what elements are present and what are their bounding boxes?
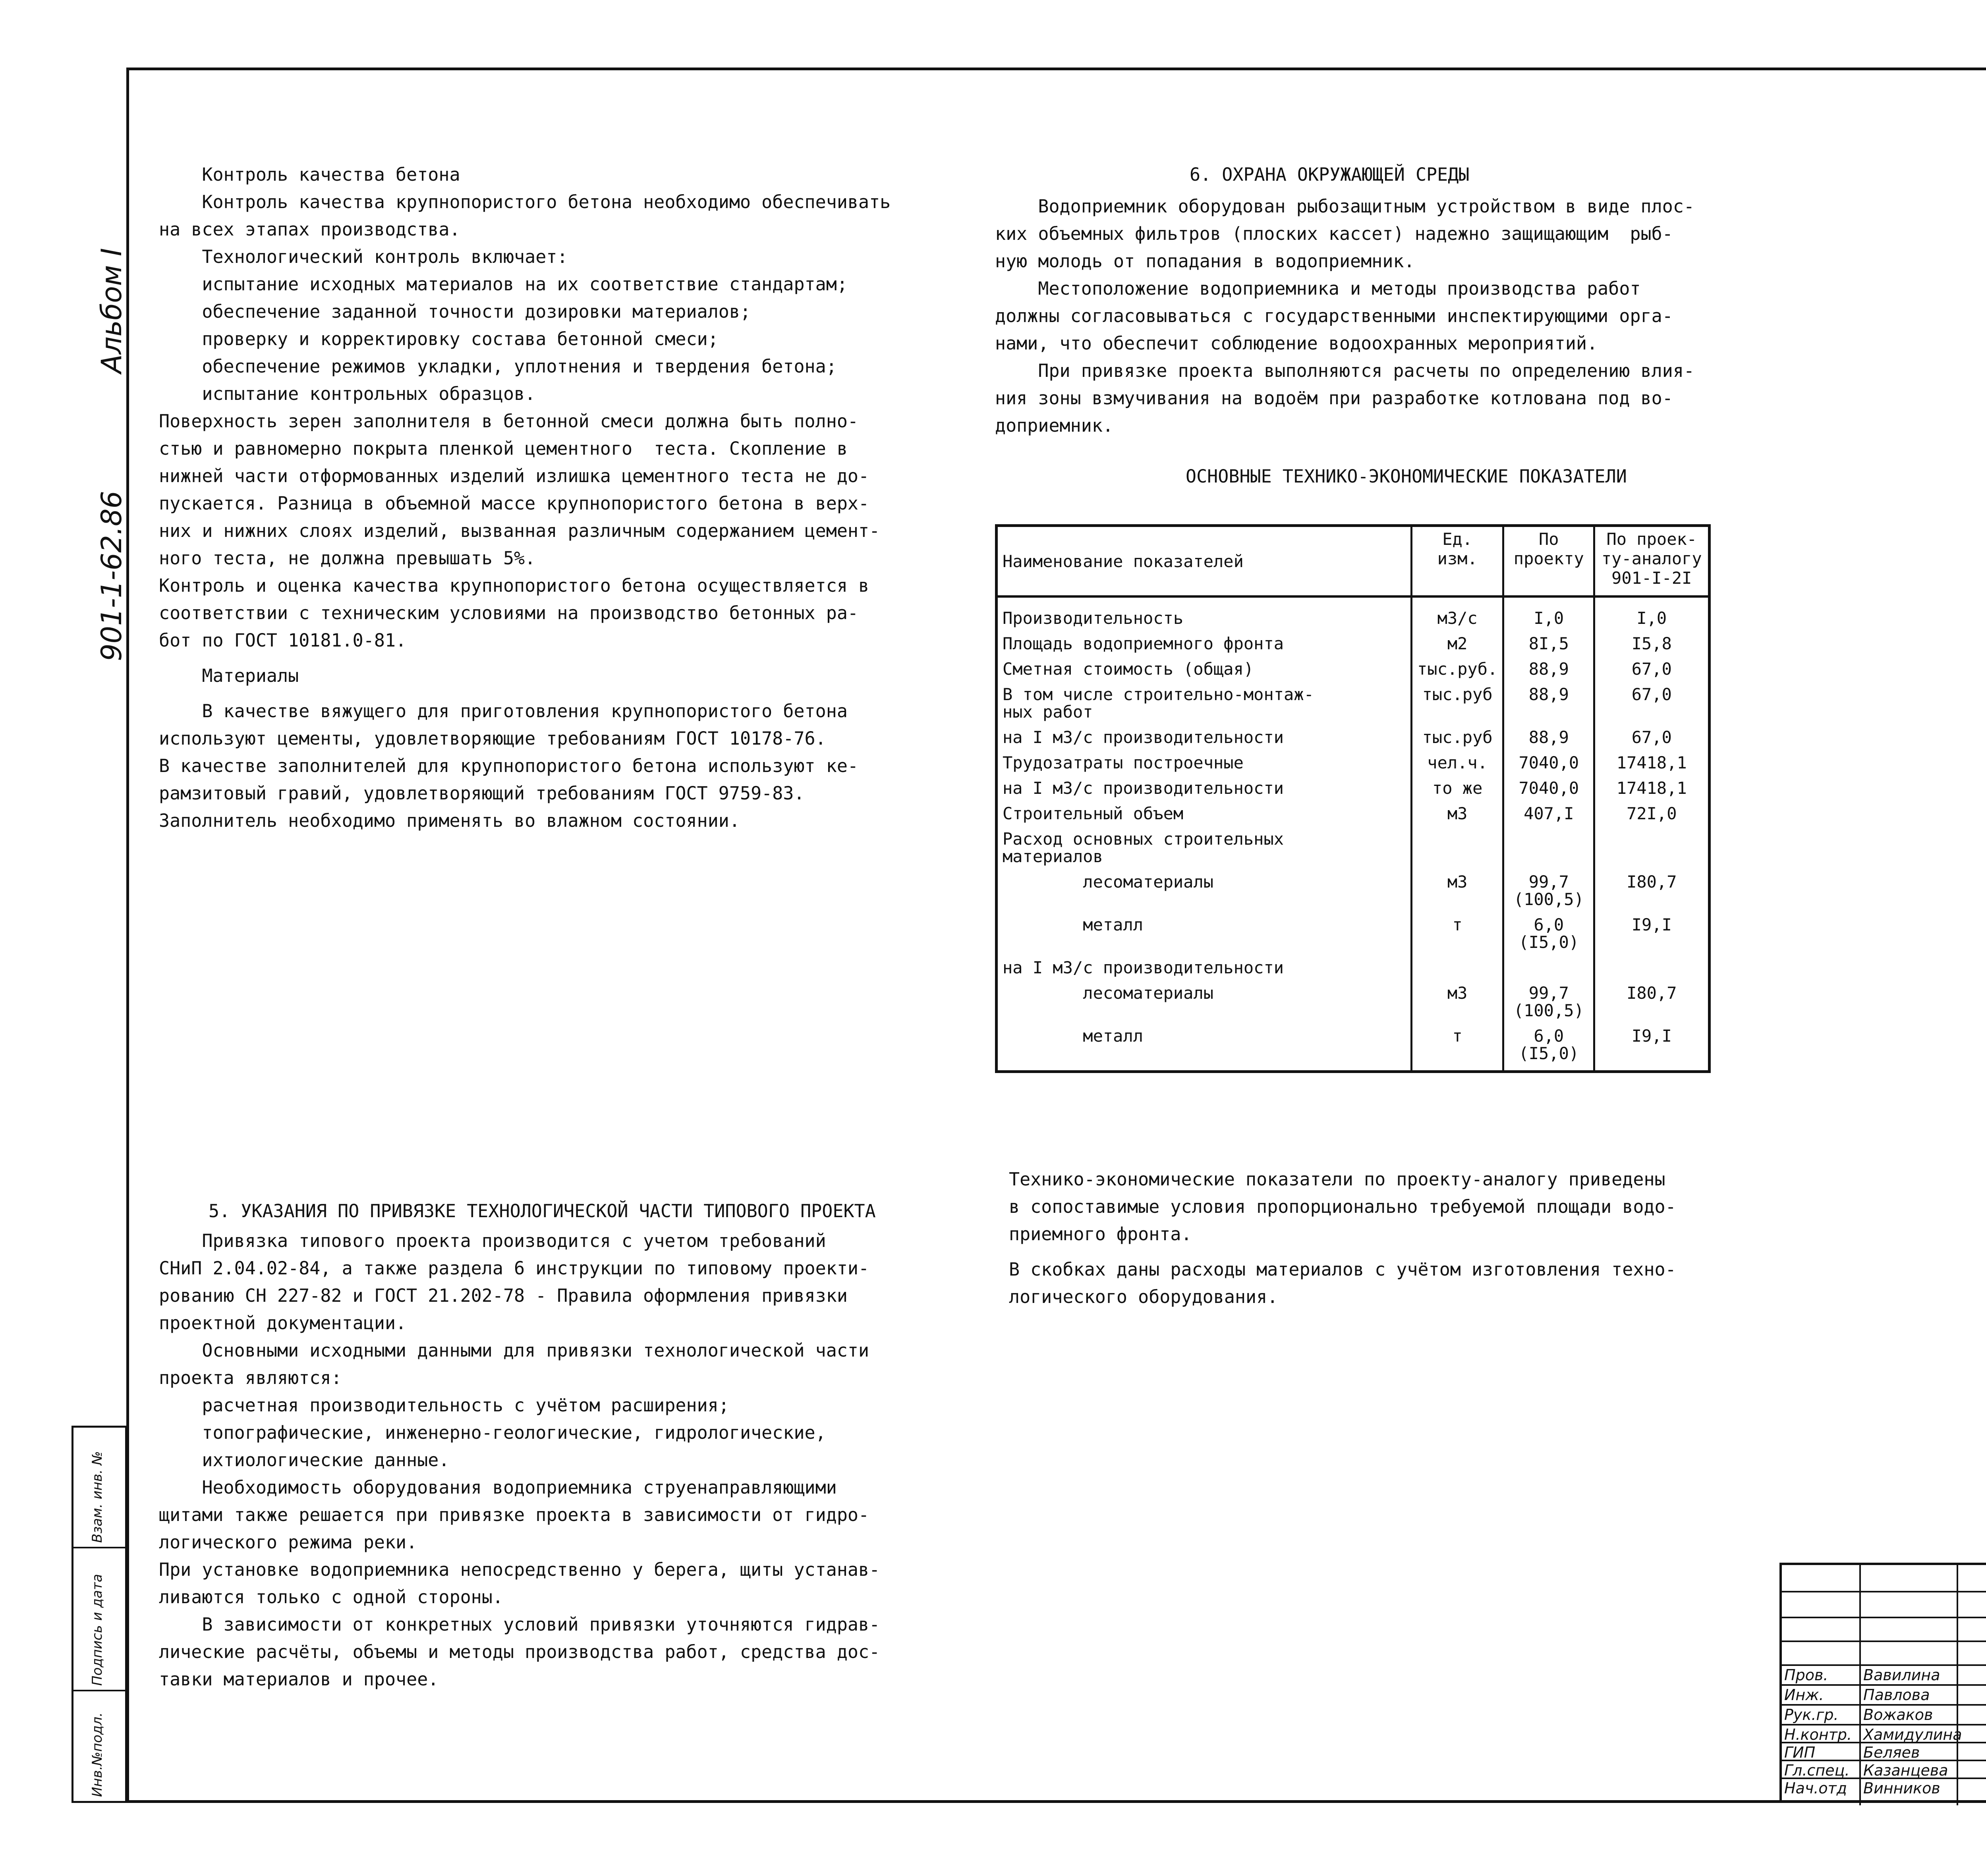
text-line: Местоположение водоприемника и методы производства работ bbox=[995, 278, 1641, 299]
title-block bbox=[1779, 1563, 1986, 1803]
table-header-row bbox=[997, 526, 1710, 597]
table-notes bbox=[1009, 1166, 1676, 1310]
text-line: бот по ГОСТ 10181.0-81. bbox=[159, 630, 407, 651]
table-cell: м3/с bbox=[1412, 596, 1503, 631]
table-cell: Трудозатраты построечные bbox=[997, 750, 1412, 776]
table-cell bbox=[1503, 955, 1594, 980]
text-line: логического режима реки. bbox=[159, 1532, 417, 1553]
table-cell: м3 bbox=[1412, 801, 1503, 826]
table-cell: 8I,5 bbox=[1503, 631, 1594, 656]
text-line: ких объемных фильтров (плоских кассет) надежно защищающим рыб- bbox=[995, 223, 1673, 244]
text-line: испытание контрольных образцов. bbox=[159, 383, 536, 404]
table-title: ОСНОВНЫЕ ТЕХНИКО-ЭКОНОМИЧЕСКИЕ ПОКАЗАТЕЛИ bbox=[1186, 466, 1627, 487]
text-line: испытание исходных материалов на их соответствие стандартам; bbox=[159, 274, 848, 295]
table-cell: т bbox=[1412, 912, 1503, 955]
table-cell: м3 bbox=[1412, 980, 1503, 1023]
table-cell: 88,9 bbox=[1503, 682, 1594, 725]
table-cell: 407,I bbox=[1503, 801, 1594, 826]
table-cell bbox=[1412, 955, 1503, 980]
text-line: Материалы bbox=[159, 665, 299, 686]
text-line: проверку и корректировку состава бетонной смеси; bbox=[159, 328, 719, 349]
table-cell: 67,0 bbox=[1594, 682, 1710, 725]
tech-economic-table bbox=[995, 524, 1711, 1073]
text-line: обеспечение режимов укладки, уплотнения и твердения бетона; bbox=[159, 356, 837, 377]
table-cell: тыс.руб bbox=[1412, 725, 1503, 750]
text-line: топографические, инженерно-геологические, гидрологические, bbox=[159, 1422, 826, 1443]
table-cell: 6,0 (I5,0) bbox=[1503, 912, 1594, 955]
text-line: должны согласовываться с государственными инспектирующими орга- bbox=[995, 305, 1673, 326]
text-line: них и нижних слоях изделий, вызванная различным содержанием цемент- bbox=[159, 520, 880, 541]
text-line: СНиП 2.04.02-84, а также раздела 6 инструкции по типовому проекти- bbox=[159, 1258, 869, 1279]
table-cell: т bbox=[1412, 1023, 1503, 1072]
table-cell: 72I,0 bbox=[1594, 801, 1710, 826]
table-row bbox=[997, 631, 1710, 656]
tb-name: Павлова bbox=[1863, 1686, 1930, 1704]
tb-role: ГИП bbox=[1784, 1744, 1816, 1761]
table-cell: 6,0 (I5,0) bbox=[1503, 1023, 1594, 1072]
table-cell: I9,I bbox=[1594, 912, 1710, 955]
table-cell: Сметная стоимость (общая) bbox=[997, 656, 1412, 682]
stamp-sign-date: Подпись и дата bbox=[89, 1574, 105, 1686]
table-cell: 17418,1 bbox=[1594, 750, 1710, 776]
inventory-stamp-column bbox=[71, 1426, 127, 1803]
table-header-cell: По проек- ту-аналогу 901-I-2I bbox=[1594, 526, 1710, 597]
table-cell: 67,0 bbox=[1594, 725, 1710, 750]
stamp-inv-no: Инв.№подл. bbox=[89, 1712, 105, 1797]
table-row bbox=[997, 826, 1710, 869]
text-line: соответствии с техническим условиями на производство бетонных ра- bbox=[159, 602, 858, 623]
text-line: Основными исходными данными для привязки технологической части bbox=[159, 1340, 869, 1361]
table-cell: металл bbox=[997, 912, 1412, 955]
right-column-section6 bbox=[995, 193, 1694, 439]
table-cell bbox=[1594, 826, 1710, 869]
text-line: Контроль качества бетона bbox=[159, 164, 460, 185]
section6-title: 6. ОХРАНА ОКРУЖАЮЩЕЙ СРЕДЫ bbox=[1190, 164, 1470, 185]
table-header-cell: По проекту bbox=[1503, 526, 1594, 597]
table-row bbox=[997, 725, 1710, 750]
text-line: щитами также решается при привязке проекта в зависимости от гидро- bbox=[159, 1504, 869, 1525]
text-line: В качестве заполнителей для крупнопористого бетона используют ке- bbox=[159, 755, 858, 776]
table-cell: 67,0 bbox=[1594, 656, 1710, 682]
table-cell: 99,7 (100,5) bbox=[1503, 980, 1594, 1023]
stamp-vzam: Взам. инв. № bbox=[89, 1451, 105, 1543]
table-cell: 17418,1 bbox=[1594, 776, 1710, 801]
table-cell: I80,7 bbox=[1594, 980, 1710, 1023]
table-cell: Строительный объем bbox=[997, 801, 1412, 826]
left-column-section5 bbox=[159, 1227, 880, 1693]
text-line: ихтиологические данные. bbox=[159, 1449, 450, 1471]
text-line: ливаются только с одной стороны. bbox=[159, 1586, 503, 1608]
text-line: нижней части отформованных изделий излишка цементного теста не до- bbox=[159, 465, 869, 486]
table-header-cell: Ед. изм. bbox=[1412, 526, 1503, 597]
text-line: В качестве вяжущего для приготовления крупнопористого бетона bbox=[159, 701, 848, 722]
table-row bbox=[997, 656, 1710, 682]
table-row bbox=[997, 912, 1710, 955]
table-row bbox=[997, 980, 1710, 1023]
text-line: проекта являются: bbox=[159, 1367, 342, 1388]
tb-role: Инж. bbox=[1784, 1686, 1824, 1704]
text-line: нами, что обеспечит соблюдение водоохранных мероприятий. bbox=[995, 333, 1598, 354]
text-line: Контроль и оценка качества крупнопористого бетона осуществляется в bbox=[159, 575, 869, 596]
table-cell: 99,7 (100,5) bbox=[1503, 869, 1594, 912]
tb-name: Хамидулина bbox=[1863, 1726, 1962, 1743]
text-line: В скобках даны расходы материалов с учётом изготовления техно- bbox=[1009, 1259, 1676, 1280]
tb-name: Вожаков bbox=[1863, 1706, 1933, 1724]
table-cell: 88,9 bbox=[1503, 725, 1594, 750]
text-line: Необходимость оборудования водоприемника струенаправляющими bbox=[159, 1477, 837, 1498]
text-line: При привязке проекта выполняются расчеты по определению влия- bbox=[995, 360, 1694, 381]
text-line: Технико-экономические показатели по проекту-аналогу приведены bbox=[1009, 1169, 1665, 1190]
text-line: расчетная производительность с учётом расширения; bbox=[159, 1395, 729, 1416]
text-line: ного теста, не должна превышать 5%. bbox=[159, 548, 536, 569]
tb-role: Рук.гр. bbox=[1784, 1706, 1839, 1724]
table-cell bbox=[1594, 955, 1710, 980]
table-cell: на I м3/с производительности bbox=[997, 725, 1412, 750]
table-cell: 7040,0 bbox=[1503, 776, 1594, 801]
text-line: используют цементы, удовлетворяющие требованиям ГОСТ 10178-76. bbox=[159, 728, 826, 749]
table-cell: тыс.руб. bbox=[1412, 656, 1503, 682]
side-album: Альбом I bbox=[95, 248, 128, 373]
tb-name: Винников bbox=[1863, 1779, 1940, 1797]
side-code: 901-1-62.86 bbox=[95, 490, 128, 661]
table-cell: В том числе строительно-монтаж- ных работ bbox=[997, 682, 1412, 725]
text-line: на всех этапах производства. bbox=[159, 219, 460, 240]
table-row bbox=[997, 750, 1710, 776]
text-line: Заполнитель необходимо применять во влажном состоянии. bbox=[159, 810, 740, 831]
table-cell: I9,I bbox=[1594, 1023, 1710, 1072]
table-row bbox=[997, 955, 1710, 980]
table-cell: I,0 bbox=[1503, 596, 1594, 631]
table-cell: 7040,0 bbox=[1503, 750, 1594, 776]
table-row bbox=[997, 596, 1710, 631]
table-cell: лесоматериалы bbox=[997, 869, 1412, 912]
text-line: При установке водоприемника непосредственно у берега, щиты устанав- bbox=[159, 1559, 880, 1580]
tb-role: Пров. bbox=[1784, 1666, 1828, 1684]
tb-role: Н.контр. bbox=[1784, 1726, 1852, 1743]
tb-name: Казанцева bbox=[1863, 1762, 1948, 1779]
table-header-cell: Наименование показателей bbox=[997, 526, 1412, 597]
text-line: ния зоны взмучивания на водоём при разработке котлована под во- bbox=[995, 388, 1673, 409]
text-line: доприемник. bbox=[995, 415, 1114, 436]
table-row bbox=[997, 869, 1710, 912]
tb-role: Гл.спец. bbox=[1784, 1762, 1850, 1779]
section5-title: 5. УКАЗАНИЯ ПО ПРИВЯЗКЕ ТЕХНОЛОГИЧЕСКОЙ ЧАСТИ ТИПОВОГО ПРОЕКТА bbox=[209, 1200, 876, 1222]
text-line: рованию СН 227-82 и ГОСТ 21.202-78 - Правила оформления привязки bbox=[159, 1285, 848, 1306]
left-column-quality bbox=[159, 161, 891, 834]
text-line: ную молодь от попадания в водоприемник. bbox=[995, 251, 1415, 272]
table-cell: лесоматериалы bbox=[997, 980, 1412, 1023]
text-line: Привязка типового проекта производится с учетом требований bbox=[159, 1230, 826, 1251]
table-cell: на I м3/с производительности bbox=[997, 776, 1412, 801]
text-line: Контроль качества крупнопористого бетона необходимо обеспечивать bbox=[159, 191, 891, 212]
table-row bbox=[997, 776, 1710, 801]
text-line: тавки материалов и прочее. bbox=[159, 1669, 439, 1690]
table-cell: Расход основных строительных материалов bbox=[997, 826, 1412, 869]
table-cell: Производительность bbox=[997, 596, 1412, 631]
side-code-area bbox=[79, 222, 147, 778]
table-cell: м2 bbox=[1412, 631, 1503, 656]
table-row bbox=[997, 1023, 1710, 1072]
text-line: В зависимости от конкретных условий привязки уточняются гидрав- bbox=[159, 1614, 880, 1635]
text-line: рамзитовый гравий, удовлетворяющий требованиям ГОСТ 9759-83. bbox=[159, 783, 805, 804]
table-row bbox=[997, 801, 1710, 826]
text-line: Технологический контроль включает: bbox=[159, 246, 568, 267]
table-row bbox=[997, 682, 1710, 725]
text-line: Водоприемник оборудован рыбозащитным устройством в виде плос- bbox=[995, 196, 1694, 217]
table-cell: м3 bbox=[1412, 869, 1503, 912]
text-line: проектной документации. bbox=[159, 1312, 407, 1334]
table-cell: на I м3/с производительности bbox=[997, 955, 1412, 980]
table-cell: I5,8 bbox=[1594, 631, 1710, 656]
table-cell bbox=[1412, 826, 1503, 869]
text-line: обеспечение заданной точности дозировки материалов; bbox=[159, 301, 751, 322]
text-line: логического оборудования. bbox=[1009, 1286, 1278, 1307]
tb-name: Беляев bbox=[1863, 1744, 1920, 1761]
text-line: приемного фронта. bbox=[1009, 1224, 1192, 1245]
table-cell: тыс.руб bbox=[1412, 682, 1503, 725]
text-line: в сопоставимые условия пропорционально требуемой площади водо- bbox=[1009, 1196, 1676, 1217]
text-line: пускается. Разница в объемной массе крупнопористого бетона в верх- bbox=[159, 493, 869, 514]
text-line: лические расчёты, объемы и методы производства работ, средства дос- bbox=[159, 1641, 880, 1662]
table-cell: Площадь водоприемного фронта bbox=[997, 631, 1412, 656]
tb-name: Вавилина bbox=[1863, 1666, 1940, 1684]
table-cell: 88,9 bbox=[1503, 656, 1594, 682]
table-cell bbox=[1503, 826, 1594, 869]
tb-role: Нач.отд bbox=[1784, 1779, 1847, 1797]
table-cell: чел.ч. bbox=[1412, 750, 1503, 776]
table-cell: I80,7 bbox=[1594, 869, 1710, 912]
text-line: Поверхность зерен заполнителя в бетонной смеси должна быть полно- bbox=[159, 411, 858, 432]
table-cell: то же bbox=[1412, 776, 1503, 801]
table-cell: металл bbox=[997, 1023, 1412, 1072]
table-cell: I,0 bbox=[1594, 596, 1710, 631]
text-line: стью и равномерно покрыта пленкой цементного теста. Скопление в bbox=[159, 438, 848, 459]
